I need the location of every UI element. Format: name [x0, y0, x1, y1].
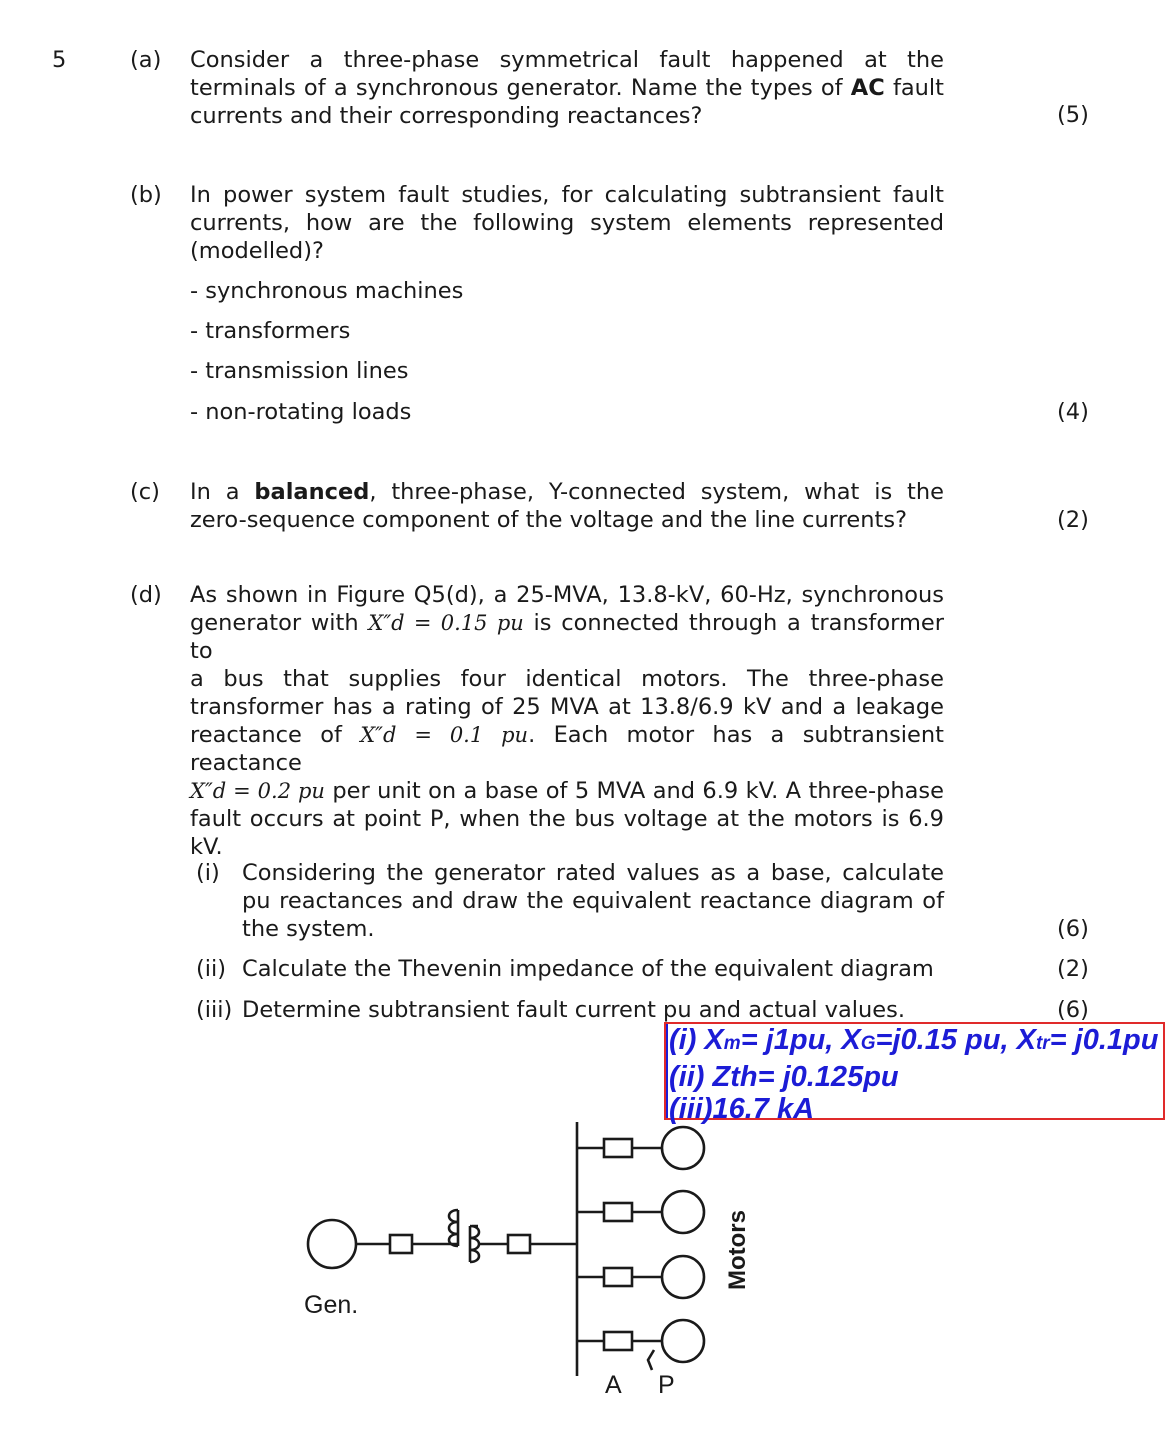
part-a-text: [190, 46, 944, 130]
answer-line1-part1: (i) X: [669, 1024, 724, 1056]
part-b-text: [190, 181, 944, 265]
answer-line1-part3: =j0.15 pu, X: [875, 1024, 1036, 1056]
part-b-marks: (4): [1057, 399, 1089, 425]
sub-i-line1: Considering the generator rated values as a base, calculate: [242, 860, 944, 886]
answer-sub-m: m: [723, 1033, 741, 1054]
part-d-line6-post: per unit on a base of 5 MVA and 6.9 kV. A three-phase: [324, 778, 944, 804]
part-b-line3: (modelled)?: [190, 238, 324, 264]
part-d-line1: As shown in Figure Q5(d), a 25-MVA, 13.8-kV, 60-Hz, synchronous: [190, 582, 944, 608]
answer-line1-part4: = j0.1pu: [1049, 1024, 1159, 1056]
sub-i-line2: pu reactances and draw the equivalent reactance diagram of: [242, 888, 944, 914]
part-c-line2: zero-sequence component of the voltage and the line currents?: [190, 507, 908, 533]
part-c-line1-pre: In a: [190, 479, 255, 505]
motor-2-symbol: [662, 1191, 704, 1233]
part-b-item-2: - transformers: [190, 318, 351, 344]
part-c-line1: [190, 478, 944, 506]
transformer-reactance-box: [508, 1235, 530, 1253]
sub-iii-text: Determine subtransient fault current pu and actual values.: [242, 997, 906, 1023]
part-a-line2: [190, 74, 944, 102]
part-b-item-3: - transmission lines: [190, 358, 409, 384]
generator-reactance-math: X″d = 0.15 pu: [368, 611, 524, 635]
answer-line-3: (iii)16.7 kA: [669, 1093, 815, 1125]
sub-ii-text: Calculate the Thevenin impedance of the equivalent diagram: [242, 956, 934, 982]
part-d-label: (d): [130, 582, 162, 608]
sub-ii-marks: (2): [1057, 956, 1089, 982]
answer-sub-tr: tr: [1035, 1033, 1050, 1054]
part-b-label: (b): [130, 182, 162, 208]
motor-branch-3: [577, 1256, 704, 1298]
point-a-label: A: [605, 1371, 622, 1399]
sub-ii-label: (ii): [196, 956, 227, 982]
part-d-line2: [190, 609, 944, 665]
motor-1-symbol: [662, 1127, 704, 1169]
answer-sub-g: G: [860, 1033, 876, 1054]
sub-i-label: (i): [196, 860, 220, 886]
generator-symbol: [308, 1220, 356, 1268]
motor-reactance-math: X″d = 0.2 pu: [190, 779, 325, 803]
motor-branch-2: [577, 1191, 704, 1233]
transformer-symbol: [449, 1210, 508, 1262]
gen-label: Gen.: [304, 1291, 359, 1319]
part-d-line5: [190, 721, 944, 777]
part-a-line2-pre: terminals of a synchronous generator. Name the types of: [190, 75, 851, 101]
part-d-line5-pre: reactance of: [190, 722, 361, 748]
part-c-text: [190, 478, 944, 534]
part-a-label: (a): [130, 47, 162, 73]
sub-i-line3: the system.: [242, 916, 375, 942]
sub-iii-marks: (6): [1057, 997, 1089, 1023]
part-a-line1: Consider a three-phase symmetrical fault happened at the: [190, 47, 944, 73]
point-p-label: P: [658, 1371, 675, 1399]
part-a-line3: currents and their corresponding reactances?: [190, 103, 703, 129]
sub-i-marks: (6): [1057, 916, 1089, 942]
part-d-line2-pre: generator with: [190, 610, 369, 636]
part-d-text: [190, 581, 944, 861]
answer-line-1: [669, 1024, 1158, 1061]
part-d-line7: fault occurs at point P, when the bus voltage at the motors is 6.9: [190, 806, 944, 832]
motors-label: Motors: [724, 1210, 751, 1290]
answer-line1-part2: = j1pu, X: [740, 1024, 861, 1056]
fault-point-arrow: [648, 1350, 654, 1370]
part-d-line2-post: is connected through a transformer to: [190, 610, 944, 664]
generator-reactance-box: [390, 1235, 412, 1253]
answer-text: [669, 1024, 1158, 1126]
part-b-item-4: - non-rotating loads: [190, 399, 412, 425]
part-a-line2-post: fault: [884, 75, 944, 101]
motor-4-symbol: [662, 1320, 704, 1362]
part-d-line6: [190, 777, 944, 805]
answer-line-2: (ii) Zth= j0.125pu: [669, 1060, 899, 1093]
figure-q5d: [290, 1118, 770, 1408]
motor-3-symbol: [662, 1256, 704, 1298]
answer-left-rule: [666, 1024, 668, 1118]
sub-iii-label: (iii): [196, 997, 233, 1023]
transformer-reactance-math: X″d = 0.1 pu: [360, 723, 529, 747]
part-b-line2: currents, how are the following system elements represented: [190, 210, 944, 236]
part-c-line1-post: , three-phase, Y-connected system, what is the: [369, 479, 944, 505]
part-d-line4: transformer has a rating of 25 MVA at 13.8/6.9 kV and a leakage: [190, 694, 944, 720]
part-c-marks: (2): [1057, 507, 1089, 533]
sub-i-text: [242, 859, 944, 943]
part-c-label: (c): [130, 479, 160, 505]
part-d-line3: a bus that supplies four identical motors. The three-phase: [190, 666, 944, 692]
part-b-line1: In power system fault studies, for calculating subtransient fault: [190, 182, 944, 208]
motor-branch-4: [577, 1320, 704, 1362]
part-a-bold-ac: AC: [850, 75, 885, 101]
part-c-bold-balanced: balanced: [254, 479, 370, 505]
part-d-line8: kV.: [190, 834, 223, 860]
part-a-marks: (5): [1057, 102, 1089, 128]
part-b-item-1: - synchronous machines: [190, 278, 464, 304]
motor-branch-1: [577, 1127, 704, 1169]
question-number: 5: [52, 47, 67, 73]
part-d-line5-post: . Each motor has a subtransient reactance: [190, 722, 944, 776]
